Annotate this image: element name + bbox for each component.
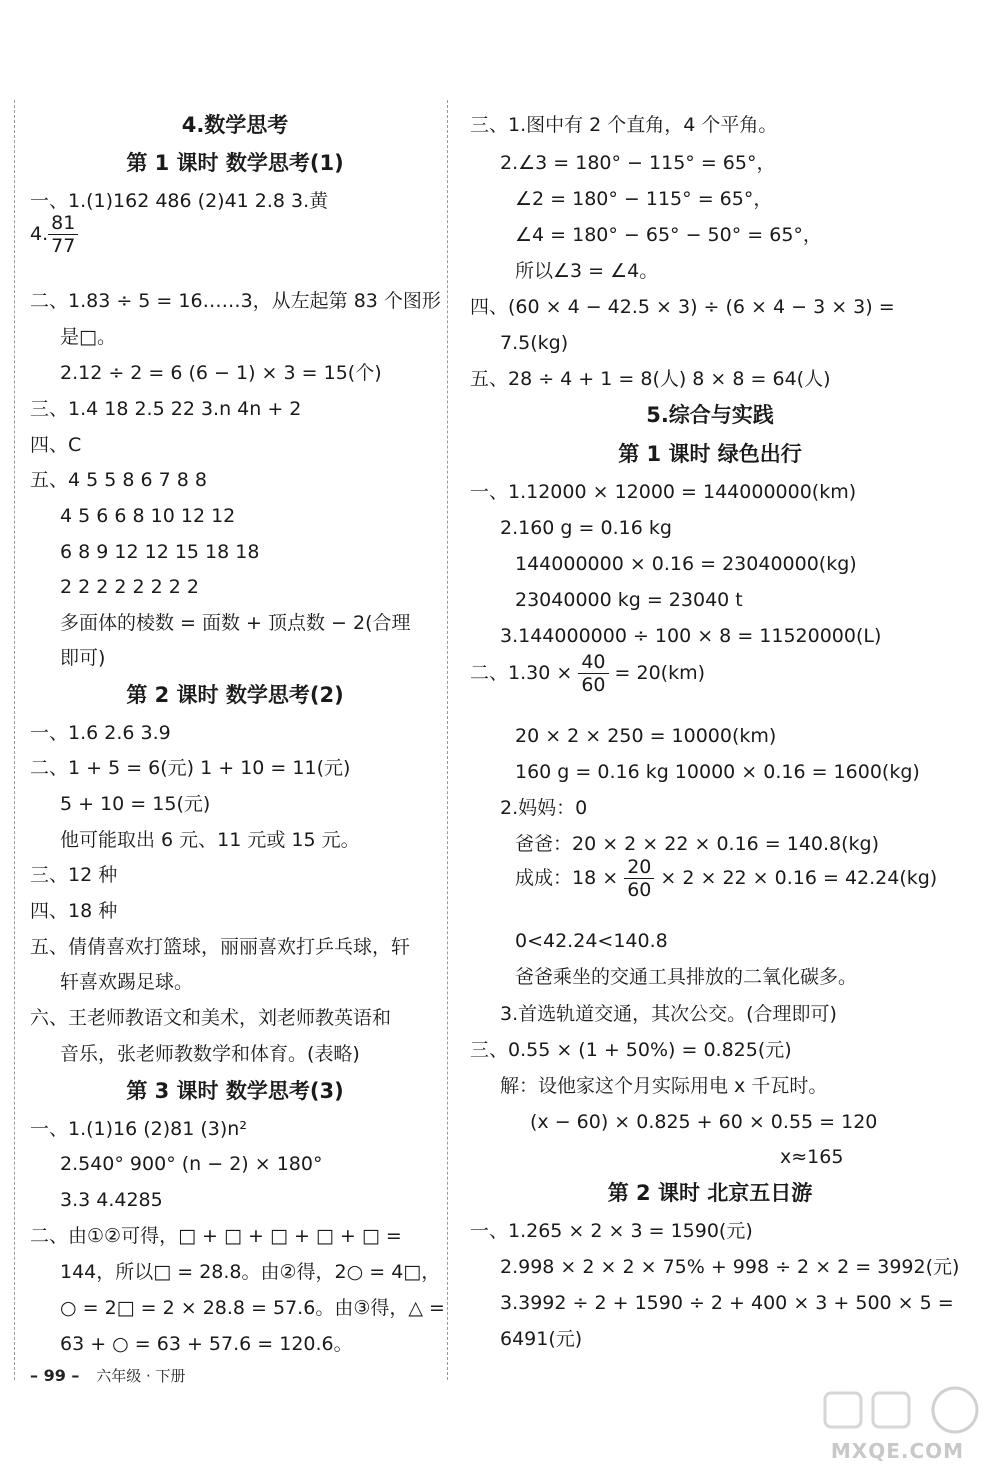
answer-line: 144000000 × 0.16 = 23040000(kg)	[515, 553, 857, 575]
answer-line: 二、由①②可得，□ + □ + □ + □ + □ =	[30, 1225, 402, 1247]
answer-line: ∠2 = 180° − 115° = 65°，	[515, 188, 773, 210]
answer-line: 6491(元)	[500, 1328, 583, 1350]
answer-line: 一、1.6 2.6 3.9	[30, 722, 171, 744]
answer-line: 三、1.图中有 2 个直角，4 个平角。	[470, 114, 778, 136]
answer-line: 63 + ○ = 63 + 57.6 = 120.6。	[60, 1333, 353, 1355]
page-number: – 99 –	[30, 1366, 80, 1385]
answer-line: (x − 60) × 0.825 + 60 × 0.55 = 120	[530, 1111, 878, 1133]
fraction-numerator: 40	[578, 651, 608, 674]
answer-line: 多面体的棱数 = 面数 + 顶点数 − 2(合理	[60, 612, 411, 634]
fraction-denominator: 77	[51, 235, 76, 257]
answer-line: 0<42.24<140.8	[515, 930, 668, 952]
answer-line: 2.160 g = 0.16 kg	[500, 517, 672, 539]
section-heading: 第 1 课时 数学思考(1)	[126, 151, 344, 175]
answer-line: 六、王老师教语文和美术，刘老师教英语和	[30, 1007, 392, 1029]
watermark	[805, 1385, 990, 1463]
watermark-text: MXQE.COM	[830, 1439, 965, 1463]
answer-line: 四、C	[30, 434, 82, 456]
answer-line: 三、12 种	[30, 864, 118, 886]
answer-line: 所以∠3 = ∠4。	[515, 260, 659, 282]
answer-line: 四、18 种	[30, 900, 118, 922]
answer-line: 解：设他家这个月实际用电 x 千瓦时。	[500, 1075, 828, 1097]
left-margin-divider	[14, 100, 15, 1380]
fraction	[624, 856, 654, 901]
answer-line: 5 + 10 = 15(元)	[60, 793, 211, 815]
answer-line: 五、倩倩喜欢打篮球，丽丽喜欢打乒乓球，轩	[30, 936, 411, 958]
fraction	[48, 212, 78, 257]
page-footer	[30, 1365, 186, 1386]
fraction	[578, 651, 608, 696]
answer-line: 一、1.265 × 2 × 3 = 1590(元)	[470, 1220, 753, 1242]
answer-line: 爸爸乘坐的交通工具排放的二氧化碳多。	[515, 966, 858, 988]
fraction-numerator: 81	[48, 212, 78, 235]
answer-line: 音乐，张老师教数学和体育。(表略)	[60, 1043, 360, 1065]
answer-line: 2.12 ÷ 2 = 6 (6 − 1) × 3 = 15(个)	[60, 362, 382, 384]
answer-line: 2.∠3 = 180° − 115° = 65°，	[500, 152, 776, 174]
section-heading: 第 2 课时 北京五日游	[607, 1181, 813, 1205]
answer-line: 3.3992 ÷ 2 + 1590 ÷ 2 + 400 × 3 + 500 × 5 =	[500, 1292, 954, 1314]
section-heading: 5.综合与实践	[646, 403, 774, 427]
fraction-denominator: 60	[627, 879, 652, 901]
answer-line: 爸爸：20 × 2 × 22 × 0.16 = 140.8(kg)	[515, 833, 880, 855]
answer-line	[470, 651, 705, 703]
answer-line: 三、1.4 18 2.5 22 3.n 4n + 2	[30, 398, 302, 420]
answer-line: ○ = 2□ = 2 × 28.8 = 57.6。由③得，△ =	[60, 1297, 445, 1319]
answer-line: 一、1.12000 × 12000 = 144000000(km)	[470, 481, 857, 503]
column-divider	[447, 100, 448, 1380]
answer-line: 2.妈妈：0	[500, 797, 588, 819]
answer-line: 三、0.55 × (1 + 50%) = 0.825(元)	[470, 1039, 792, 1061]
fraction-denominator: 60	[581, 674, 606, 696]
answer-line: 五、28 ÷ 4 + 1 = 8(人) 8 × 8 = 64(人)	[470, 368, 831, 390]
answer-line: 3.144000000 ÷ 100 × 8 = 11520000(L)	[500, 625, 882, 647]
answer-line: 是□。	[60, 326, 116, 348]
answer-text: = 20(km)	[608, 662, 706, 684]
answer-line: 2 2 2 2 2 2 2 2	[60, 576, 199, 598]
answer-line: 4 5 6 6 8 10 12 12	[60, 505, 236, 527]
answer-line: 2.540° 900° (n − 2) × 180°	[60, 1153, 323, 1175]
grade-label: 六年级 · 下册	[96, 1367, 186, 1385]
section-heading: 第 3 课时 数学思考(3)	[126, 1079, 344, 1103]
answer-line: 23040000 kg = 23040 t	[515, 589, 743, 611]
answer-line: x≈165	[780, 1146, 844, 1168]
watermark-logo-icon	[805, 1385, 990, 1435]
answer-line: 一、1.(1)16 (2)81 (3)n²	[30, 1118, 247, 1140]
answer-line: 五、4 5 5 8 6 7 8 8	[30, 469, 207, 491]
answer-line: 160 g = 0.16 kg 10000 × 0.16 = 1600(kg)	[515, 761, 920, 783]
answer-line: 2.998 × 2 × 2 × 75% + 998 ÷ 2 × 2 = 3992(元)	[500, 1256, 960, 1278]
answer-line: 3.首选轨道交通，其次公交。(合理即可)	[500, 1003, 837, 1025]
section-heading: 第 1 课时 绿色出行	[618, 442, 802, 466]
fraction-numerator: 20	[624, 856, 654, 879]
section-heading: 4.数学思考	[181, 113, 289, 137]
answer-line: 7.5(kg)	[500, 332, 569, 354]
answer-text: 4.	[30, 223, 49, 245]
answer-line: 他可能取出 6 元、11 元或 15 元。	[60, 829, 360, 851]
answer-line: ∠4 = 180° − 65° − 50° = 65°，	[515, 224, 822, 246]
answer-line: 轩喜欢踢足球。	[60, 971, 194, 993]
answer-line: 144，所以□ = 28.8。由②得，2○ = 4□，	[60, 1261, 441, 1283]
answer-line: 四、(60 × 4 − 42.5 × 3) ÷ (6 × 4 − 3 × 3) =	[470, 296, 895, 318]
answer-line	[30, 212, 78, 264]
answer-line: 二、1.83 ÷ 5 = 16……3，从左起第 83 个图形	[30, 290, 441, 312]
answer-line: 20 × 2 × 250 = 10000(km)	[515, 725, 777, 747]
answer-text: × 2 × 22 × 0.16 = 42.24(kg)	[654, 867, 938, 889]
section-heading: 第 2 课时 数学思考(2)	[126, 683, 344, 707]
answer-line: 6 8 9 12 12 15 18 18	[60, 541, 260, 563]
answer-text: 成成：18 ×	[515, 867, 625, 889]
answer-line	[515, 856, 937, 908]
answer-line: 一、1.(1)162 486 (2)41 2.8 3.黄	[30, 190, 329, 212]
answer-text: 二、1.30 ×	[470, 662, 579, 684]
answer-line: 3.3 4.4285	[60, 1189, 163, 1211]
answer-line: 即可)	[60, 647, 106, 669]
answer-line: 二、1 + 5 = 6(元) 1 + 10 = 11(元)	[30, 757, 351, 779]
